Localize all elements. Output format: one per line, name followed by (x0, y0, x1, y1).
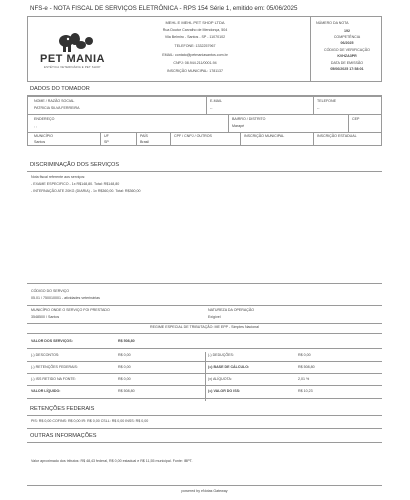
taker-cep-label: CEP (352, 117, 360, 121)
federal-retentions-value: R$ 0,00 (118, 365, 131, 369)
total-services-label: VALOR DOS SERVIÇOS: (31, 339, 73, 343)
total-services-value: R$ 508,80 (118, 339, 135, 343)
issuer-municipal-reg: INSCRIÇÃO MUNICIPAL: 1781137 (167, 69, 223, 73)
service-code-value: 05.01 / 750010001 - atividades veterinárias (31, 296, 100, 300)
note-issue-label: DATA DE EMISSÃO (330, 61, 364, 65)
note-verification-label: CÓDIGO DE VERIFICAÇÃO (324, 48, 370, 52)
taker-district-label: BAIRRO / DISTRITO (232, 117, 266, 121)
services-line-3: - INTERNAÇÃO ATE 20KG (DIARIA) - 1x R$360,00. Total: R$360,00 (31, 189, 141, 193)
taker-name: PATRICIA SILVA FERREIRA (34, 106, 80, 110)
taker-address-label: ENDEREÇO (34, 117, 55, 121)
issuer-address: Rua Doutor Carvalho de Mendonça, 504 (162, 28, 228, 32)
discounts-label: (-) DESCONTOS: (31, 353, 60, 357)
tax-regime: REGIME ESPECIAL DE TRIBUTAÇÃO: ME EPP - Simples Nacional (150, 325, 259, 329)
issuer-cnpj: CNPJ: 08.944.211/0001-94 (173, 61, 217, 65)
taker-phone: -- (317, 106, 320, 110)
taker-country: Brasil (140, 140, 149, 144)
federal-retentions-label: (-) RETENÇÕES FEDERAIS: (31, 365, 78, 369)
iss-value: R$ 10,23 (298, 389, 313, 393)
federal-section-title: RETENÇÕES FEDERAIS (30, 406, 95, 412)
note-number: 192 (344, 29, 350, 33)
service-nature: Exigível (208, 315, 221, 319)
issuer-phone: TELEFONE: 1332257967 (174, 44, 216, 48)
taker-email: -- (210, 106, 213, 110)
other-info-line: Valor aproximado dos tributos: R$ 48,43 federal, R$ 0,00 estadual e R$ 11,55 municipal. Fonte: IBPT. (31, 459, 193, 463)
net-value-label: VALOR LÍQUIDO: (31, 389, 61, 393)
issuer-district-city: Vila Belmiro - Santos - SP - 11070102 (164, 35, 226, 39)
issuer-name: MEHL E MEHL PET SHOP LTDA (165, 20, 225, 25)
taker-email-label: E-MAIL (210, 99, 222, 103)
footer-powered-by: powered by eNotas Gateway (181, 489, 228, 493)
taker-city-label: MUNICÍPIO (34, 134, 53, 138)
other-section-title: OUTRAS INFORMAÇÕES (30, 433, 97, 439)
discounts-value: R$ 0,00 (118, 353, 131, 357)
taker-phone-label: TELEFONE (317, 99, 336, 103)
services-section-title: DISCRIMINAÇÃO DOS SERVIÇOS (30, 162, 120, 168)
service-nature-label: NATUREZA DA OPERAÇÃO (208, 308, 255, 312)
service-place-label: MUNICÍPIO ONDE O SERVIÇO FOI PRESTADO (31, 308, 110, 312)
service-code-label: CÓDIGO DO SERVIÇO (31, 289, 70, 293)
net-value: R$ 508,80 (118, 389, 135, 393)
taker-name-label: NOME / RAZÃO SOCIAL (34, 99, 75, 103)
logo-brand: PET MANIA (40, 53, 105, 65)
services-line-1: Nota fiscal referente aos serviços: (31, 175, 86, 179)
iss-retained-value: R$ 0,00 (118, 377, 131, 381)
taker-doc-label: CPF / CNPJ / OUTROS (174, 134, 212, 138)
services-line-2: - EXAME ESPECIFICO - 1x R$148,80. Total: R$148,80 (31, 182, 120, 186)
note-verification: KVHZA3PR (337, 54, 357, 58)
deductions-value: R$ 0,00 (298, 353, 311, 357)
rate-value: 2,01 % (298, 377, 310, 381)
deductions-label: (-) DEDUÇÕES: (208, 353, 234, 357)
taker-country-label: PAÍS (140, 134, 148, 138)
federal-retentions-line: PIS: R$ 0,00 COFINS: R$ 0,00 IR: R$ 0,00 CSLL: R$ 0,00 INSS: R$ 0,00 (31, 419, 149, 423)
page-title: NFS-e - NOTA FISCAL DE SERVIÇOS ELETRÔNICA - RPS 154 Série 1, emitido em: 05/06/2025 (30, 5, 298, 12)
rate-label: (x) ALÍQUOTA: (208, 377, 232, 381)
taker-city: Santos (34, 140, 46, 144)
calc-base-value: R$ 508,80 (298, 365, 315, 369)
note-number-label: NÚMERO DA NOTA (316, 21, 349, 25)
issuer-email: EMAIL: contato@petmaniasantos.com.br (162, 53, 228, 57)
note-issue: 05/06/2025 17:58:01 (330, 67, 364, 71)
taker-uf: SP (104, 140, 109, 144)
taker-state-reg-label: INSCRIÇÃO ESTADUAL (317, 134, 357, 138)
taker-mun-reg-label: INSCRIÇÃO MUNICIPAL (244, 134, 285, 138)
iss-value-label: (=) VALOR DO ISS: (208, 389, 241, 393)
note-competence: 06/2025 (340, 41, 354, 45)
taker-district: Marapé (232, 124, 245, 128)
iss-retained-label: (-) ISS RETIDO NA FONTE: (31, 377, 76, 381)
note-competence-label: COMPETÊNCIA (333, 35, 361, 39)
taker-section-title: DADOS DO TOMADOR (30, 86, 90, 92)
logo-tagline: ESTÉTICA VETERINÁRIA E PET SHOP (44, 65, 101, 69)
taker-uf-label: UF (104, 134, 109, 138)
taker-address: , , (34, 124, 37, 128)
service-place: 3548500 / Santos (31, 315, 60, 319)
calc-base-label: (=) BASE DE CÁLCULO: (208, 365, 250, 369)
